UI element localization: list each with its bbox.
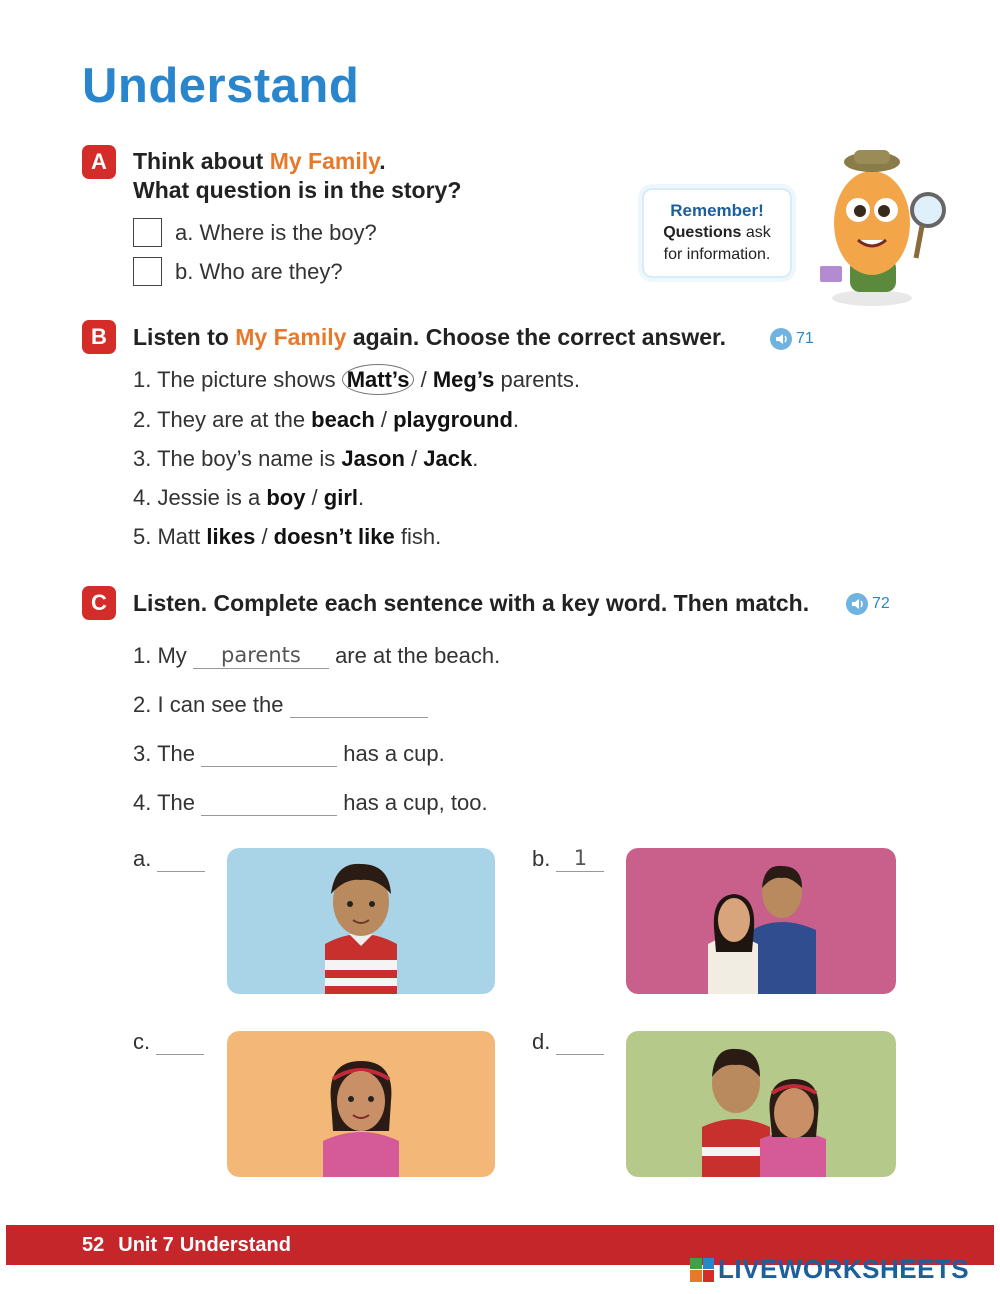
heading-text: again. Choose the correct answer. bbox=[346, 324, 727, 350]
sentence-number: 4. bbox=[133, 790, 152, 815]
picture-c-label bbox=[133, 1029, 204, 1055]
option-a-checkbox[interactable] bbox=[133, 218, 162, 247]
match-blank[interactable] bbox=[156, 1030, 204, 1055]
question-4 bbox=[133, 485, 364, 511]
track-number: 72 bbox=[872, 595, 890, 612]
liveworksheets-icon bbox=[690, 1258, 714, 1282]
remember-callout bbox=[642, 188, 792, 278]
question-3 bbox=[133, 446, 478, 472]
answer-option[interactable]: Jason bbox=[341, 446, 405, 471]
separator: / bbox=[255, 524, 274, 549]
picture-letter: c. bbox=[133, 1029, 151, 1054]
sentence-text: has a cup. bbox=[343, 741, 445, 766]
sentence-text: My bbox=[157, 643, 187, 668]
sentence-text: The bbox=[157, 790, 195, 815]
sentence-2 bbox=[133, 692, 428, 718]
question-text: parents. bbox=[494, 367, 580, 392]
question-text: fish. bbox=[394, 524, 442, 549]
footer-section: Understand bbox=[179, 1233, 291, 1256]
separator: / bbox=[404, 446, 424, 471]
question-1 bbox=[133, 367, 580, 393]
sentence-1 bbox=[133, 643, 500, 669]
picture-letter: d. bbox=[532, 1029, 551, 1054]
audio-track-72[interactable] bbox=[846, 593, 890, 615]
remember-bold: Questions bbox=[663, 224, 742, 241]
match-blank[interactable]: 1 bbox=[556, 847, 604, 872]
question-number: 4. bbox=[133, 485, 152, 510]
watermark-text: LIVEWORKSHEETS bbox=[718, 1254, 970, 1284]
remember-line1 bbox=[644, 222, 790, 244]
question-text: The picture shows bbox=[157, 367, 342, 392]
answer-blank[interactable]: parents bbox=[193, 644, 329, 669]
picture-letter: a. bbox=[133, 846, 152, 871]
question-5 bbox=[133, 524, 441, 550]
story-title: My Family bbox=[269, 148, 380, 174]
sentence-3 bbox=[133, 741, 445, 767]
picture-d-label bbox=[532, 1029, 604, 1055]
answer-option-circled[interactable]: Matt’s bbox=[342, 364, 415, 395]
remember-rest: ask bbox=[741, 224, 771, 241]
section-a-heading-line1 bbox=[133, 148, 386, 175]
question-number: 2. bbox=[133, 407, 152, 432]
section-b-heading bbox=[133, 324, 726, 351]
sentence-number: 3. bbox=[133, 741, 152, 766]
question-text: Matt bbox=[157, 524, 207, 549]
sentence-text: The bbox=[157, 741, 195, 766]
sentence-text: has a cup, too. bbox=[343, 790, 488, 815]
match-blank[interactable] bbox=[556, 1030, 604, 1055]
heading-text: Listen to bbox=[133, 324, 236, 350]
picture-a-label bbox=[133, 846, 205, 872]
sentence-number: 1. bbox=[133, 643, 152, 668]
question-text: . bbox=[358, 485, 365, 510]
picture-c-girl bbox=[227, 1031, 495, 1177]
separator: / bbox=[374, 407, 394, 432]
question-2 bbox=[133, 407, 519, 433]
answer-option[interactable]: girl bbox=[323, 485, 359, 510]
speaker-icon bbox=[846, 593, 868, 615]
option-b bbox=[175, 259, 343, 285]
section-a-heading-line2: What question is in the story? bbox=[133, 177, 462, 203]
answer-option[interactable]: beach bbox=[311, 407, 375, 432]
question-text: They are at the bbox=[157, 407, 312, 432]
remember-title: Remember! bbox=[670, 201, 764, 220]
answer-blank[interactable] bbox=[290, 693, 428, 718]
option-b-checkbox[interactable] bbox=[133, 257, 162, 286]
picture-b-label bbox=[532, 846, 604, 872]
question-text: . bbox=[472, 446, 479, 471]
liveworksheets-logo bbox=[690, 1254, 969, 1285]
section-a-badge: A bbox=[82, 145, 116, 179]
question-number: 3. bbox=[133, 446, 152, 471]
section-c-heading: Listen. Complete each sentence with a key word. Then match. bbox=[133, 590, 810, 616]
picture-letter: b. bbox=[532, 846, 551, 871]
match-blank[interactable] bbox=[157, 847, 205, 872]
detective-mascot-illustration bbox=[810, 148, 950, 308]
page-number: 52 bbox=[82, 1233, 105, 1256]
answer-option[interactable]: playground bbox=[393, 407, 513, 432]
answer-option[interactable]: Meg’s bbox=[432, 367, 495, 392]
answer-option[interactable]: boy bbox=[266, 485, 306, 510]
picture-d-boy-and-girl bbox=[626, 1031, 896, 1177]
sentence-text: are at the beach. bbox=[335, 643, 501, 668]
question-text: Jessie is a bbox=[157, 485, 267, 510]
option-text: Where is the boy? bbox=[199, 220, 377, 245]
sentence-number: 2. bbox=[133, 692, 152, 717]
audio-track-71[interactable] bbox=[770, 328, 814, 350]
answer-blank[interactable] bbox=[201, 791, 337, 816]
question-text: The boy’s name is bbox=[157, 446, 342, 471]
answer-option[interactable]: doesn’t like bbox=[273, 524, 395, 549]
question-number: 1. bbox=[133, 367, 152, 392]
sentence-4 bbox=[133, 790, 488, 816]
option-letter: b. bbox=[175, 259, 194, 284]
story-title: My Family bbox=[235, 324, 347, 350]
option-a bbox=[175, 220, 377, 246]
heading-text: . bbox=[379, 148, 386, 174]
picture-a-boy bbox=[227, 848, 495, 994]
option-letter: a. bbox=[175, 220, 194, 245]
answer-blank[interactable] bbox=[201, 742, 337, 767]
answer-option[interactable]: likes bbox=[206, 524, 256, 549]
question-number: 5. bbox=[133, 524, 152, 549]
track-number: 71 bbox=[796, 330, 814, 347]
section-c-badge: C bbox=[82, 586, 116, 620]
question-text: . bbox=[512, 407, 520, 432]
separator: / bbox=[414, 367, 433, 392]
speaker-icon bbox=[770, 328, 792, 350]
answer-option[interactable]: Jack bbox=[423, 446, 473, 471]
heading-text: Think about bbox=[133, 148, 270, 174]
picture-b-parents bbox=[626, 848, 896, 994]
unit-label: Unit 7 bbox=[118, 1233, 174, 1256]
option-text: Who are they? bbox=[199, 259, 343, 284]
page-title: Understand bbox=[82, 59, 360, 113]
separator: / bbox=[305, 485, 324, 510]
sentence-text: I can see the bbox=[157, 692, 284, 717]
remember-line2: for information. bbox=[663, 246, 771, 263]
section-b-badge: B bbox=[82, 320, 116, 354]
